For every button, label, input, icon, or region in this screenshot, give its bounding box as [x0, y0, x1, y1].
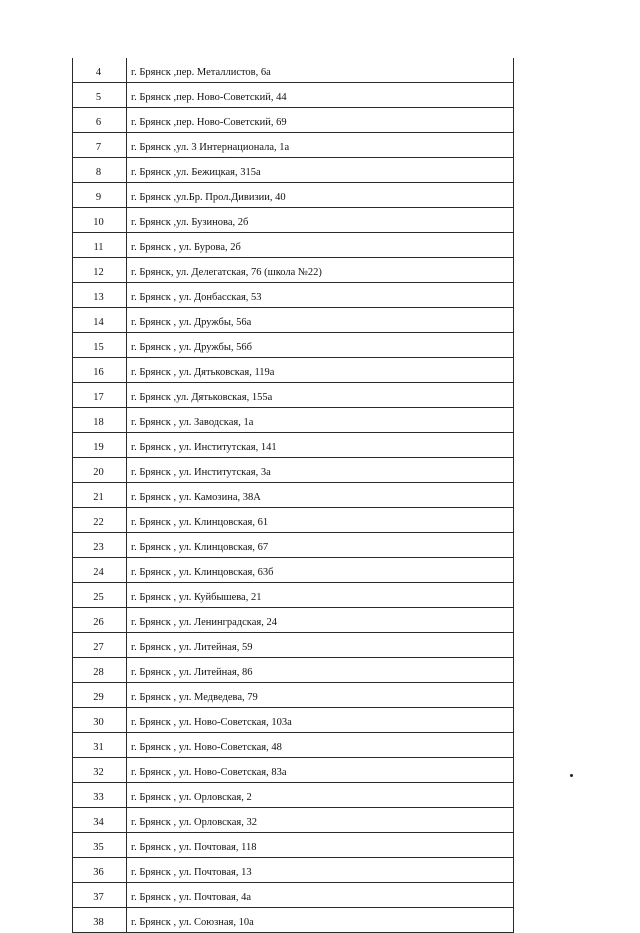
table-row — [73, 108, 514, 133]
row-address: г. Брянск , ул. Заводская, 1а — [127, 408, 514, 433]
table-row — [73, 258, 514, 283]
row-number: 17 — [73, 383, 127, 408]
table-row — [73, 483, 514, 508]
row-address: г. Брянск ,ул. Дятьковская, 155а — [127, 383, 514, 408]
row-address: г. Брянск , ул. Куйбышева, 21 — [127, 583, 514, 608]
row-address: г. Брянск , ул. Ново-Советская, 83а — [127, 758, 514, 783]
row-address: г. Брянск , ул. Орловская, 2 — [127, 783, 514, 808]
row-number: 18 — [73, 408, 127, 433]
row-number: 28 — [73, 658, 127, 683]
row-address: г. Брянск ,ул.Бр. Прол.Дивизии, 40 — [127, 183, 514, 208]
table-row — [73, 908, 514, 933]
row-address: г. Брянск , ул. Ново-Советская, 103а — [127, 708, 514, 733]
row-number: 22 — [73, 508, 127, 533]
row-number: 23 — [73, 533, 127, 558]
row-address: г. Брянск , ул. Институтская, 141 — [127, 433, 514, 458]
table-row — [73, 308, 514, 333]
row-number: 12 — [73, 258, 127, 283]
table-row — [73, 783, 514, 808]
table-row — [73, 333, 514, 358]
row-number: 10 — [73, 208, 127, 233]
row-number: 14 — [73, 308, 127, 333]
table-row — [73, 183, 514, 208]
row-number: 37 — [73, 883, 127, 908]
table-row — [73, 408, 514, 433]
row-number: 24 — [73, 558, 127, 583]
table-row — [73, 133, 514, 158]
table-row — [73, 883, 514, 908]
table-row — [73, 158, 514, 183]
table-row — [73, 358, 514, 383]
row-address: г. Брянск , ул. Дружбы, 56а — [127, 308, 514, 333]
table-row — [73, 208, 514, 233]
row-number: 31 — [73, 733, 127, 758]
table-row — [73, 733, 514, 758]
table-row — [73, 858, 514, 883]
address-table — [72, 58, 514, 933]
row-address: г. Брянск , ул. Камозина, 38А — [127, 483, 514, 508]
row-address: г. Брянск , ул. Почтовая, 4а — [127, 883, 514, 908]
row-address: г. Брянск , ул. Дятьковская, 119а — [127, 358, 514, 383]
row-address: г. Брянск , ул. Клинцовская, 67 — [127, 533, 514, 558]
row-number: 16 — [73, 358, 127, 383]
row-number: 19 — [73, 433, 127, 458]
table-row — [73, 283, 514, 308]
table-row — [73, 58, 514, 83]
table-row — [73, 633, 514, 658]
row-address: г. Брянск , ул. Литейная, 59 — [127, 633, 514, 658]
scan-speck — [570, 774, 573, 777]
row-number: 6 — [73, 108, 127, 133]
row-address: г. Брянск , ул. Бурова, 2б — [127, 233, 514, 258]
row-number: 7 — [73, 133, 127, 158]
table-row — [73, 658, 514, 683]
table-row — [73, 458, 514, 483]
row-address: г. Брянск , ул. Союзная, 10а — [127, 908, 514, 933]
row-address: г. Брянск , ул. Литейная, 86 — [127, 658, 514, 683]
row-number: 8 — [73, 158, 127, 183]
row-address: г. Брянск , ул. Орловская, 32 — [127, 808, 514, 833]
row-number: 30 — [73, 708, 127, 733]
table-row — [73, 433, 514, 458]
row-address: г. Брянск , ул. Дружбы, 56б — [127, 333, 514, 358]
row-address: г. Брянск , ул. Медведева, 79 — [127, 683, 514, 708]
table-row — [73, 508, 514, 533]
row-address: г. Брянск, ул. Делегатская, 76 (школа №22) — [127, 258, 514, 283]
row-number: 4 — [73, 58, 127, 83]
address-table-body — [73, 58, 514, 933]
row-number: 26 — [73, 608, 127, 633]
table-row — [73, 758, 514, 783]
row-number: 25 — [73, 583, 127, 608]
row-number: 29 — [73, 683, 127, 708]
table-row — [73, 233, 514, 258]
row-number: 5 — [73, 83, 127, 108]
row-address: г. Брянск ,пер. Ново-Советский, 69 — [127, 108, 514, 133]
row-number: 21 — [73, 483, 127, 508]
row-address: г. Брянск , ул. Клинцовская, 63б — [127, 558, 514, 583]
table-row — [73, 608, 514, 633]
row-number: 34 — [73, 808, 127, 833]
row-number: 38 — [73, 908, 127, 933]
table-row — [73, 708, 514, 733]
row-address: г. Брянск , ул. Ленинградская, 24 — [127, 608, 514, 633]
table-row — [73, 558, 514, 583]
row-address: г. Брянск ,ул. Бежицкая, 315а — [127, 158, 514, 183]
table-row — [73, 383, 514, 408]
row-number: 13 — [73, 283, 127, 308]
row-number: 36 — [73, 858, 127, 883]
row-address: г. Брянск , ул. Клинцовская, 61 — [127, 508, 514, 533]
row-address: г. Брянск , ул. Институтская, 3а — [127, 458, 514, 483]
row-address: г. Брянск ,ул. 3 Интернационала, 1а — [127, 133, 514, 158]
table-row — [73, 683, 514, 708]
row-number: 33 — [73, 783, 127, 808]
table-row — [73, 583, 514, 608]
row-address: г. Брянск , ул. Донбасская, 53 — [127, 283, 514, 308]
row-address: г. Брянск ,пер. Металлистов, 6а — [127, 58, 514, 83]
row-number: 11 — [73, 233, 127, 258]
row-address: г. Брянск ,пер. Ново-Советский, 44 — [127, 83, 514, 108]
table-row — [73, 833, 514, 858]
row-address: г. Брянск ,ул. Бузинова, 2б — [127, 208, 514, 233]
row-number: 35 — [73, 833, 127, 858]
row-number: 15 — [73, 333, 127, 358]
row-number: 27 — [73, 633, 127, 658]
table-row — [73, 808, 514, 833]
table-row — [73, 533, 514, 558]
row-number: 32 — [73, 758, 127, 783]
row-number: 20 — [73, 458, 127, 483]
row-address: г. Брянск , ул. Почтовая, 13 — [127, 858, 514, 883]
row-address: г. Брянск , ул. Почтовая, 118 — [127, 833, 514, 858]
row-address: г. Брянск , ул. Ново-Советская, 48 — [127, 733, 514, 758]
row-number: 9 — [73, 183, 127, 208]
table-row — [73, 83, 514, 108]
